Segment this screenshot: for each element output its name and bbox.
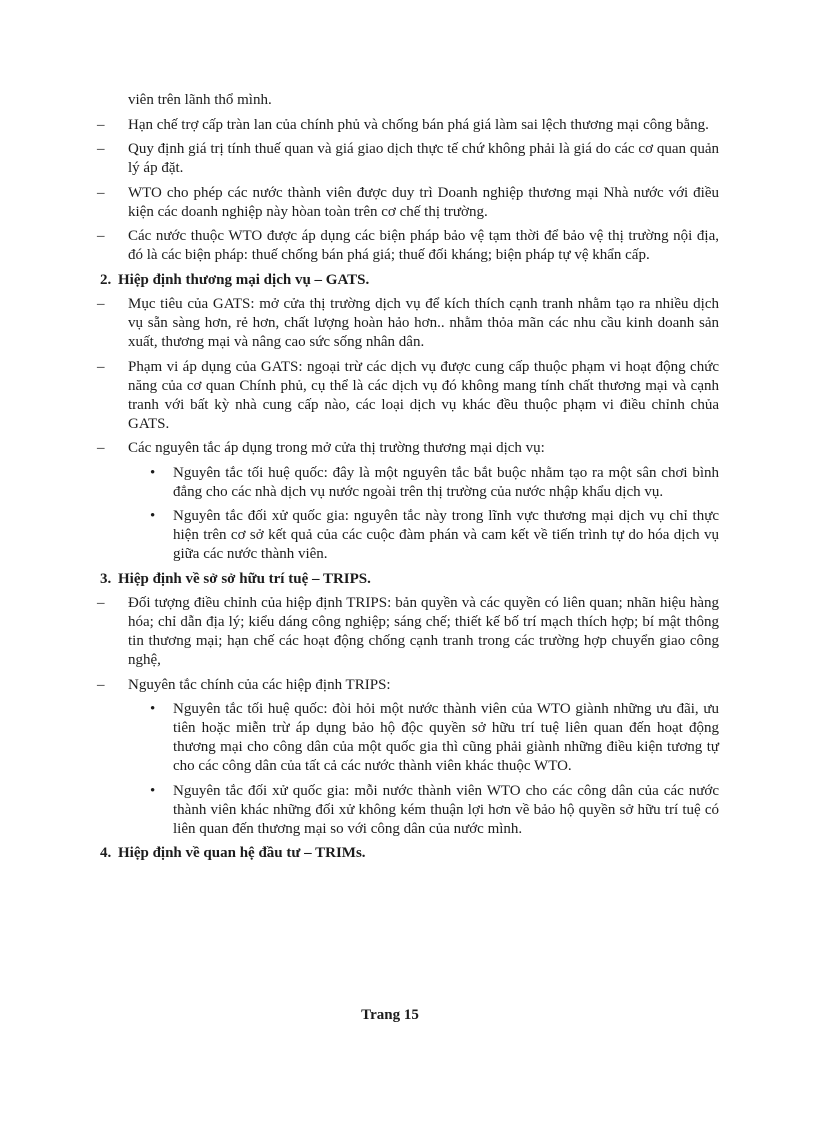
list-item-text: Các nguyên tắc áp dụng trong mở cửa thị trường thương mại dịch vụ: (128, 440, 545, 456)
heading-number: 4. (100, 845, 112, 861)
dash-marker: – (97, 296, 105, 312)
paragraph (97, 91, 719, 110)
sub-list-item (97, 507, 719, 564)
dash-marker: – (97, 228, 105, 244)
heading-text: Hiệp định thương mại dịch vụ – GATS. (118, 271, 370, 288)
heading-number: 2. (100, 271, 112, 288)
bullet-marker: • (150, 701, 156, 717)
list-item-text: Hạn chế trợ cấp tràn lan của chính phủ và chống bán phá giá làm sai lệch thương mại công bằng. (128, 116, 709, 133)
list-item-text: Phạm vi áp dụng của GATS: ngoại trừ các dịch vụ được cung cấp thuộc phạm vi hoạt động chức năng của cơ quan Chính phủ, cụ thể là các dịch vụ đó không mang tính chất thương mại và cạnh tranh với bất kỳ nhà cung cấp nào, các loại dịch vụ khác đều thuộc phạm vi điều chỉnh chủa GATS. (128, 358, 719, 432)
list-item (97, 676, 719, 695)
list-item-text: Quy định giá trị tính thuế quan và giá giao dịch thực tế chứ không phải là giá do các cơ quan quản lý áp đặt. (128, 141, 719, 176)
bullet-marker: • (150, 782, 156, 799)
bullet-marker: • (150, 508, 156, 524)
list-item-text: Mục tiêu của GATS: mở cửa thị trường dịch vụ để kích thích cạnh tranh nhằm tạo ra nhiều dịch vụ sẵn sàng hơn, rẻ hơn, chất lượng hoàn hảo hơn.. nhằm thỏa mãn các nhu cầu kinh doanh sản xuất, thương mại và nâng cao sức sống nhân dân. (128, 296, 719, 350)
list-item (97, 116, 719, 135)
section-heading-trims (97, 844, 719, 863)
dash-marker: – (97, 141, 105, 157)
list-item-text: WTO cho phép các nước thành viên được duy trì Doanh nghiệp thương mại Nhà nước với điều kiện các doanh nghiệp này hòan toàn trên cơ chế thị trường. (128, 184, 719, 220)
list-item (97, 358, 719, 434)
list-item (97, 227, 719, 265)
heading-text: Hiệp định về sở sở hữu trí tuệ – TRIPS. (118, 570, 371, 587)
list-item (97, 184, 719, 222)
list-item (97, 439, 719, 458)
section-heading-trips (97, 570, 719, 589)
document-body (97, 91, 719, 869)
list-item-text: Nguyên tắc chính của các hiệp định TRIPS: (128, 676, 391, 693)
heading-text: Hiệp định về quan hệ đầu tư – TRIMs. (118, 845, 366, 861)
sub-list-item-text: Nguyên tắc đối xử quốc gia: mỗi nước thành viên WTO cho các công dân của các nước thành viên khác những đối xử không kém thuận lợi hơn về bảo hộ quyền sở hữu trí tuệ có liên quan đến thương mại so với công dân của nước mình. (173, 782, 719, 837)
dash-marker: – (97, 358, 105, 375)
sub-list-item-text: Nguyên tắc đối xử quốc gia: nguyên tắc này trong lĩnh vực thương mại dịch vụ chỉ thực hiện trên cơ sở kết quả của các cuộc đàm phán và cam kết về tiến trình tự do hóa dịch vụ giữa các nước thành viên. (173, 508, 719, 562)
section-heading-gats (97, 271, 719, 290)
page-footer: Trang 15 (361, 1007, 419, 1023)
dash-marker: – (97, 116, 105, 133)
list-item (97, 295, 719, 352)
sub-list-item (97, 782, 719, 839)
sub-list-item-text: Nguyên tắc tối huệ quốc: đòi hỏi một nước thành viên của WTO giành những ưu đãi, ưu tiên hoặc miễn trừ áp dụng bảo hộ độc quyền sở hữu trí tuệ liên quan đến hoạt động thương mại cho công dân của một quốc gia thì cũng phải giành những điều kiện tương tự cho các công dân của tất cả các nước thành viên khác thuộc WTO. (173, 701, 719, 774)
bullet-marker: • (150, 464, 156, 481)
sub-list-item-text: Nguyên tắc tối huệ quốc: đây là một nguyên tắc bắt buộc nhằm tạo ra một sân chơi bình đẳng cho các nhà dịch vụ nước ngoài trên thị trường của nước nhập khẩu dịch vụ. (173, 464, 719, 500)
list-item-text: Các nước thuộc WTO được áp dụng các biện pháp bảo vệ tạm thời để bảo vệ thị trường nội địa, đó là các biện pháp: thuế chống bán phá giá; thuế đối kháng; biện pháp tự vệ khẩn cấp. (128, 228, 719, 263)
dash-marker: – (97, 595, 105, 611)
dash-marker: – (97, 676, 105, 693)
dash-marker: – (97, 440, 105, 456)
sub-list-item (97, 464, 719, 502)
list-item (97, 140, 719, 178)
list-item (97, 594, 719, 670)
dash-marker: – (97, 184, 105, 201)
paragraph-text: viên trên lãnh thổ mình. (128, 92, 272, 108)
heading-number: 3. (100, 570, 112, 587)
sub-list-item (97, 700, 719, 776)
list-item-text: Đối tượng điều chỉnh của hiệp định TRIPS: bản quyền và các quyền có liên quan; nhãn hiệu hàng hóa; chỉ dẫn địa lý; kiểu dáng công nghiệp; sáng chế; thiết kế bố trí mạch thích hợp; bí mật thông tin thương mại; hạn chế các hoạt động chống cạnh tranh trong các trường hợp chuyển giao công nghệ, (128, 595, 719, 668)
